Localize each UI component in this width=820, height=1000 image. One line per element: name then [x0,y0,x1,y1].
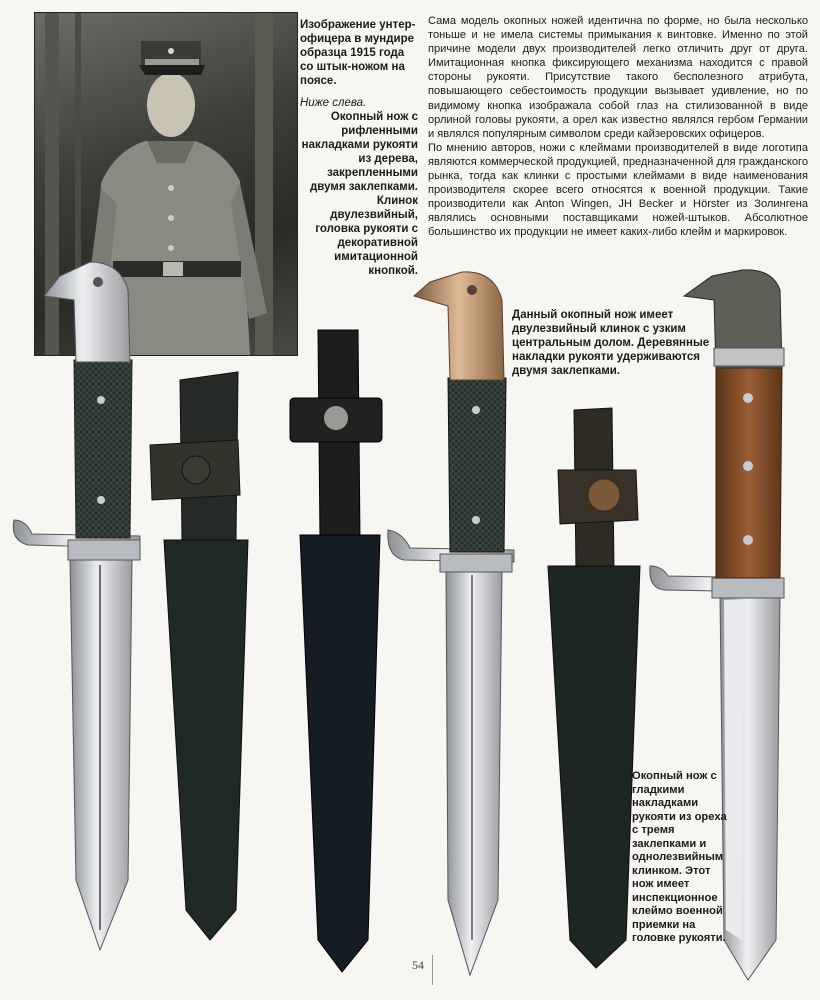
article-paragraph-1: Сама модель окопных ножей идентична по форме, но была несколько тоньше и не имела системы примыкания к винтовке. Именно по этой причине модели двух производителей легко отличить друг от друга. Имитационная кнопка фиксирующего механизма находится с правой стороны рукояти. Присутствие такого бесполезного атрибута, повышающего себестоимость продукции вызывает удивление, но по видимому кнопка изображала собой глаз на стилизованной в виде орлиной головы рукояти, а орел как известно являлся гербом Германии и являлся популярным символом среди кайзеровских офицеров. [428,15,808,140]
photo-caption: Изображение унтер-офицера в мундире образца 1915 года со штык-ножом на поясе. [300,19,416,87]
article-paragraph-2: По мнению авторов, ножи с клеймами производителей в виде логотипа являются коммерческой продукцией, предназначенной для гражданского рынка, тогда как клинки с простыми клеймами в виде наименования производителя скорее всего относятся к военной продукции. Такие производители как Anton Wingen, JH Becker и Hörster из Золингена являлись основными поставщиками ножей-штыков. Абсолютное большинство их продукции не имеет каких-либо клейм и маркировок. [428,141,808,239]
scabbard-3 [548,408,640,968]
knife-2 [388,272,514,975]
page-divider [432,955,433,985]
right-knife-caption: Окопный нож с гладкими накладками рукояти из ореха с тремя заклепками и однолезвийным клинком. Этот нож имеет инспекционное клеймо военной приемки на головке рукояти. [632,770,727,944]
left-knife-caption: Окопный нож с рифленными накладками рукояти из дерева, закрепленными двумя заклепками. Клинок двулезвийный, головка рукояти с декоративной имитационной кнопкой. [301,111,418,277]
middle-knife-caption: Данный окопный нож имеет двулезвийный клинок с узким центральным долом. Деревянные накладки рукояти удерживаются двумя заклепками. [512,309,710,377]
scabbard-1 [150,372,248,940]
left-caption-label: Ниже слева. [300,97,367,109]
page-number: 54 [412,958,424,972]
scabbard-2 [290,330,382,972]
knife-1 [13,262,140,950]
